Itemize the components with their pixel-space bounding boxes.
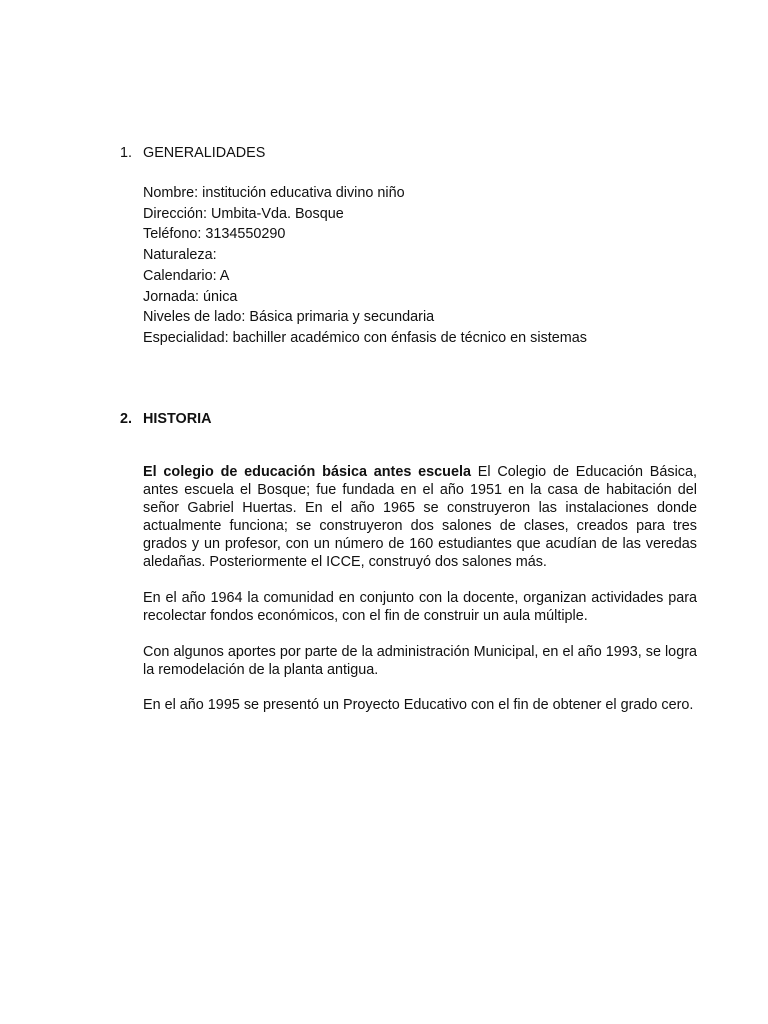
- generalidades-line-jornada: Jornada: única: [143, 288, 238, 305]
- generalidades-line-nombre: Nombre: institución educativa divino niño: [143, 185, 405, 201]
- historia-paragraph-lead: El colegio de educación básica antes escuela: [143, 464, 471, 480]
- generalidades-line-niveles: Niveles de lado: Básica primaria y secundaria: [143, 309, 435, 326]
- generalidades-line-calendario: Calendario: A: [143, 267, 230, 284]
- generalidades-list: [143, 183, 587, 349]
- historia-paragraph-4: [143, 696, 697, 714]
- section-1-number: 1.: [120, 145, 133, 161]
- historia-paragraph-text: En el año 1995 se presentó un Proyecto Educativo con el fin de obtener el grado cero.: [143, 697, 694, 713]
- section-2-number: 2.: [120, 411, 133, 427]
- historia-paragraph-text: El Colegio de Educación Básica, antes escuela el Bosque; fue fundada en el año 1951 en la casa de habitación del señor Gabriel Huertas. En el año 1965 se construyeron las instalaciones donde actualmente funciona; se construyeron dos salones de clases, creados para tres grados y un profesor, con un número de 160 estudiantes que acudían de las veredas aledañas. Posteriormente el ICCE, construyó dos salones más.: [143, 464, 697, 570]
- historia-paragraph-1: [143, 463, 697, 571]
- section-1-heading: [120, 143, 265, 163]
- generalidades-line-telefono: Teléfono: 3134550290: [143, 226, 286, 243]
- historia-paragraph-text: Con algunos aportes por parte de la administración Municipal, en el año 1993, se logra la remodelación de la planta antigua.: [143, 644, 697, 678]
- historia-paragraph-3: [143, 643, 697, 679]
- historia-paragraph-2: [143, 589, 697, 625]
- historia-paragraph-text: En el año 1964 la comunidad en conjunto con la docente, organizan actividades para recolectar fondos económicos, con el fin de construir un aula múltiple.: [143, 590, 697, 624]
- generalidades-line-direccion: Dirección: Umbita-Vda. Bosque: [143, 205, 344, 222]
- generalidades-line-especialidad: Especialidad: bachiller académico con énfasis de técnico en sistemas: [143, 329, 587, 346]
- generalidades-line-naturaleza: Naturaleza:: [143, 247, 217, 264]
- section-1-title: GENERALIDADES: [143, 145, 266, 161]
- section-2-heading: [120, 409, 212, 429]
- section-2-title: HISTORIA: [143, 411, 212, 427]
